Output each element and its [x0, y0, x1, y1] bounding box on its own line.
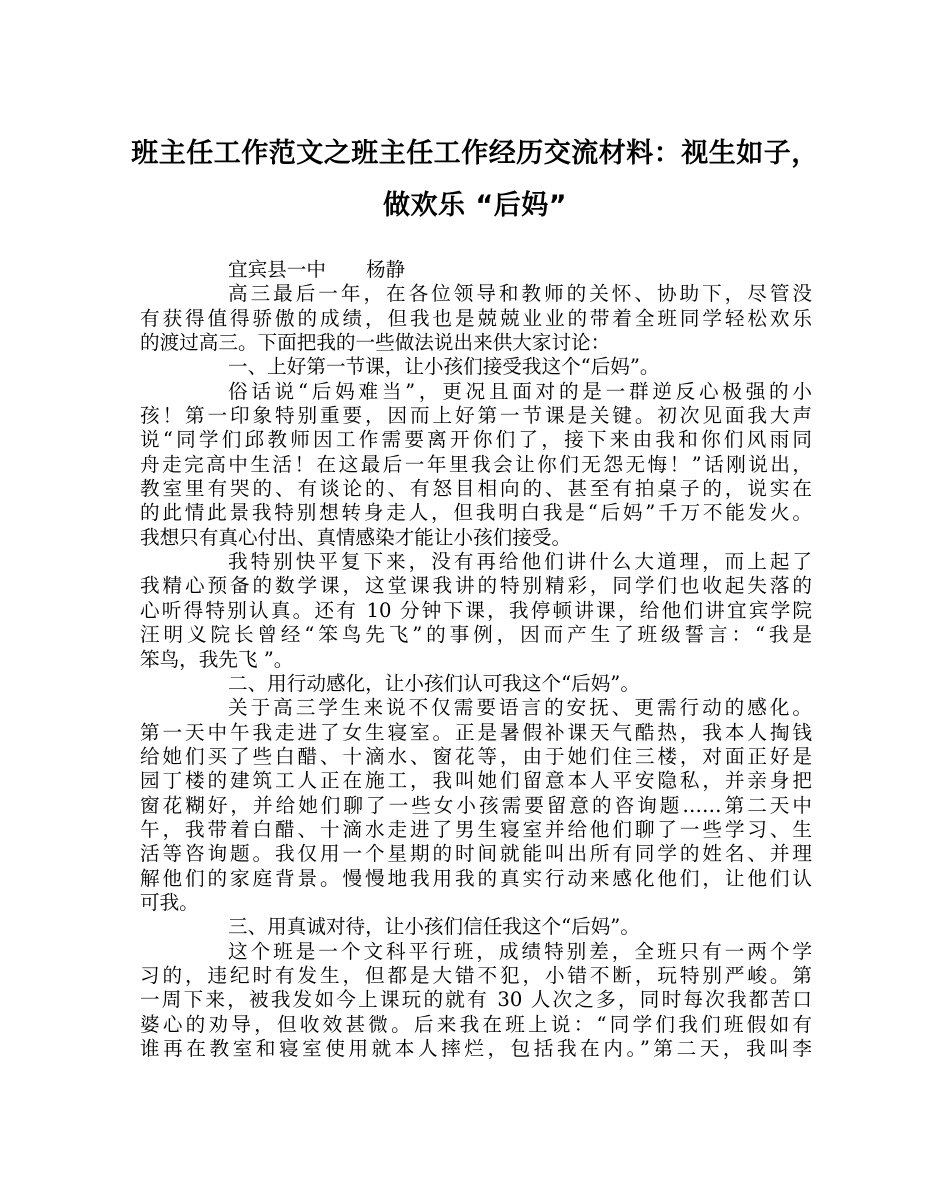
section-heading: 三、用真诚对待，让小孩们信任我这个“后妈”。 — [228, 915, 640, 939]
paragraph-line: 我精心预备的数学课，这堂课我讲的特别精彩，同学们也收起失落的 — [140, 574, 812, 598]
paragraph-line: 舟走完高中生活！在这最后一年里我会让你们无怨无悔！”话刚说出， — [140, 452, 812, 476]
paragraph-line: 关于高三学生来说不仅需要语言的安抚、更需行动的感化。 — [228, 696, 812, 720]
paragraph-line: 心听得特别认真。还有 10 分钟下课，我停顿讲课，给他们讲宜宾学院 — [140, 598, 812, 622]
paragraph-line: 笨鸟，我先飞 ”。 — [140, 647, 294, 671]
paragraph-line: 有获得值得骄傲的成绩，但我也是兢兢业业的带着全班同学轻松欢乐 — [140, 306, 812, 330]
paragraph-line: 我特别快平复下来，没有再给他们讲什么大道理，而上起了 — [228, 550, 812, 574]
paragraph-line: 说“同学们邱教师因工作需要离开你们了，接下来由我和你们风雨同 — [140, 428, 812, 452]
paragraph-line: 园丁楼的建筑工人正在施工，我叫她们留意本人平安隐私，并亲身把 — [140, 769, 812, 793]
paragraph-line: 婆心的劝导，但收效甚微。后来我在班上说：“同学们我们班假如有 — [140, 1012, 812, 1036]
paragraph-line: 这个班是一个文科平行班，成绩特别差，全班只有一两个学 — [228, 939, 812, 963]
paragraph-line: 的此情此景我特别想转身走人，但我明白我是“后妈”千万不能发火。 — [140, 501, 812, 525]
author-line — [140, 258, 812, 282]
title-line-1: 班主任工作范文之班主任工作经历交流材料：视生如子， — [131, 138, 819, 169]
paragraph-line: 可我。 — [140, 890, 199, 914]
paragraph-line: 午，我带着白醋、十滴水走进了男生寝室并给他们聊了一些学习、生 — [140, 817, 812, 841]
paragraph-line: 窗花糊好，并给她们聊了一些女小孩需要留意的咨询题……第二天中 — [140, 793, 812, 817]
paragraph-line: 汪明义院长曾经“笨鸟先飞”的事例，因而产生了班级誓言：“我是 — [140, 623, 812, 647]
paragraph-line: 第一天中午我走进了女生寝室。正是暑假补课天气酷热，我本人掏钱 — [140, 720, 812, 744]
author-name: 杨静 — [365, 258, 406, 281]
document-body — [140, 258, 812, 1061]
paragraph-line: 解他们的家庭背景。慢慢地我用我的真实行动来感化他们，让他们认 — [140, 866, 812, 890]
title-line-2: 做欢乐 “后妈” — [383, 190, 567, 221]
paragraph-line: 的渡过高三。下面把我的一些做法说出来供大家讨论： — [140, 331, 611, 355]
paragraph-line: 孩！第一印象特别重要，因而上好第一节课是关键。初次见面我大声 — [140, 404, 812, 428]
section-heading: 二、用行动感化，让小孩们认可我这个“后妈”。 — [228, 671, 640, 695]
paragraph-line: 我想只有真心付出、真情感染才能让小孩们接受。 — [140, 525, 572, 549]
section-heading: 一、上好第一节课，让小孩们接受我这个“后妈”。 — [228, 355, 660, 379]
paragraph-line: 谁再在教室和寝室使用就本人摔烂，包括我在内。”第二天，我叫李 — [140, 1037, 812, 1060]
author-school: 宜宾县一中 — [228, 258, 326, 281]
paragraph-line: 教室里有哭的、有谈论的、有怒目相向的、甚至有拍桌子的，说实在 — [140, 477, 812, 501]
paragraph-line: 一周下来，被我发如今上课玩的就有 30 人次之多，同时每次我都苦口 — [140, 988, 812, 1012]
document-title — [130, 128, 820, 232]
paragraph-line: 高三最后一年，在各位领导和教师的关怀、协助下，尽管没 — [228, 282, 812, 306]
paragraph-line: 活等咨询题。我仅用一个星期的时间就能叫出所有同学的姓名、并理 — [140, 842, 812, 866]
paragraph-line: 俗话说“后妈难当”，更况且面对的是一群逆反心极强的小 — [228, 379, 812, 403]
paragraph-line: 习的，违纪时有发生，但都是大错不犯，小错不断，玩特别严峻。第 — [140, 963, 812, 987]
paragraph-line: 给她们买了些白醋、十滴水、窗花等，由于她们住三楼，对面正好是 — [140, 744, 812, 768]
